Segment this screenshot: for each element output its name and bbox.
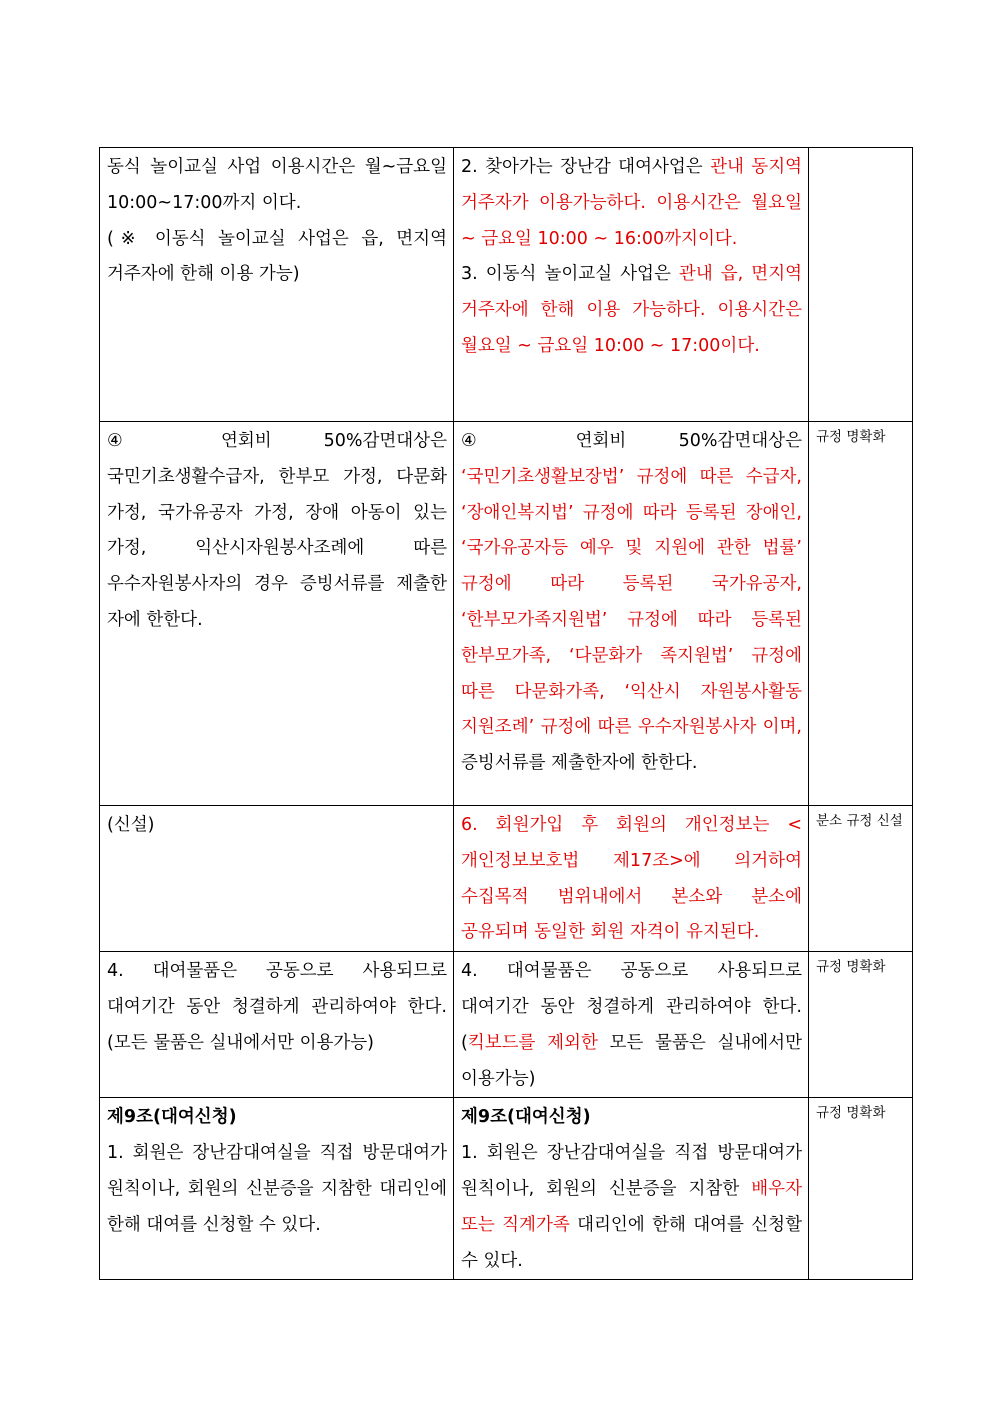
new-text-cell xyxy=(454,952,809,1098)
unchanged-text: 4. 대여물품은 공동으로 사용되므로 대여기간 동안 청결하게 관리하여야 한다. ( xyxy=(461,961,802,1053)
unchanged-text: 모든 물품은 실내에서만 이용가능) xyxy=(461,1032,802,1089)
old-text-cell xyxy=(100,806,454,952)
note-cell xyxy=(809,148,913,422)
unchanged-text: 3. 이동식 놀이교실 사업은 xyxy=(461,264,679,285)
new-paragraph xyxy=(454,952,808,1097)
new-paragraph xyxy=(461,150,802,257)
changed-text: 관내 읍, 면지역 거주자에 한해 이용 가능하다. 이용시간은 월요일 ~ 금요일 10:00 ~ 17:00이다. xyxy=(461,264,802,356)
note-text: 규정 명확화 xyxy=(816,1105,886,1122)
old-text-cell xyxy=(100,148,454,422)
note-text xyxy=(809,148,912,150)
changed-text: 관내 동지역 거주자가 이용가능하다. 이용시간은 월요일 ~ 금요일 10:00 ~ 16:00까지이다. xyxy=(461,157,802,249)
old-text-cell xyxy=(100,952,454,1098)
article-heading: 제9조(대여신청) xyxy=(107,1107,237,1128)
table-row xyxy=(100,1098,913,1280)
unchanged-text: 1. 회원은 장난감대여실을 직접 방문대여가 원칙이나, 회원의 신분증을 지참한 xyxy=(461,1143,802,1199)
note-text: 규정 명확화 xyxy=(816,959,886,976)
note-cell xyxy=(809,806,913,952)
new-text-cell xyxy=(454,148,809,422)
new-paragraph: 6. 회원가입 후 회원의 개인정보는 <개인정보보호법 제17조>에 의거하여 수집목적 범위내에서 본소와 분소에 공유되며 동일한 회원 자격이 유지된다. xyxy=(461,815,802,943)
table-row xyxy=(100,148,913,422)
changed-text: 킥보드를 제외한 xyxy=(467,1032,598,1053)
unchanged-text: ④ 연회비 50%감면대상은 xyxy=(461,431,802,451)
old-paragraph: 4. 대여물품은 공동으로 사용되므로 대여기간 동안 청결하게 관리하여야 한다.(모든 물품은 실내에서만 이용가능) xyxy=(107,961,447,1053)
changed-text: ‘국민기초생활보장법’ 규정에 따른 수급자, ‘장애인복지법’ 규정에 따라 등록된 장애인, ‘국가유공자등 예우 및 지원에 관한 법률’ 규정에 따라 등록된 국가유공자, ‘한부모가족지원법’ 규정에 따라 등록된 한부모가족, ‘다문화가 족지원법’ 규정에 따른 다문화가족, ‘익산시 자원봉사활동 지원조례’ 규정에 따른 우수자원봉사자 이며, xyxy=(461,466,802,738)
old-paragraph: ④ 연회비 50%감면대상은 국민기초생활수급자, 한부모 가정, 다문화 가정, 국가유공자 가정, 장애 아동이 있는 가정, 익산시자원봉사조례에 따른 우수자원봉사자의 경우 증빙서류를 제출한 자에 한한다. xyxy=(107,431,447,630)
new-paragraph xyxy=(461,257,802,364)
old-text-cell xyxy=(100,1098,454,1280)
new-text-cell xyxy=(454,806,809,952)
note-cell xyxy=(809,952,913,1098)
old-paragraph: (※ 이동식 놀이교실 사업은 읍, 면지역 거주자에 한해 이용 가능) xyxy=(107,228,447,285)
changed-text: 배우자 또는 직계가족 xyxy=(461,1178,802,1235)
amendment-comparison-table xyxy=(99,147,913,1280)
new-paragraph xyxy=(461,1136,802,1279)
new-text-cell xyxy=(454,422,809,806)
table-row xyxy=(100,422,913,806)
note-text: 분소 규정 신설 xyxy=(816,813,903,829)
old-paragraph: 1. 회원은 장난감대여실을 직접 방문대여가 원칙이나, 회원의 신분증을 지참한 대리인에 한해 대여를 신청할 수 있다. xyxy=(107,1143,447,1235)
old-paragraph: 동식 놀이교실 사업 이용시간은 월~금요일 10:00~17:00까지 이다. xyxy=(107,157,447,213)
note-text: 규정 명확화 xyxy=(816,429,886,445)
note-cell xyxy=(809,1098,913,1280)
table-row xyxy=(100,952,913,1098)
old-text-cell xyxy=(100,422,454,806)
unchanged-text: 2. 찾아가는 장난감 대여사업은 xyxy=(461,157,711,177)
unchanged-text: 대리인에 한해 대여를 신청할 수 있다. xyxy=(461,1214,802,1271)
old-paragraph: (신설) xyxy=(107,815,155,835)
table-row xyxy=(100,806,913,952)
unchanged-text: 증빙서류를 제출한자에 한한다. xyxy=(461,753,698,774)
article-heading: 제9조(대여신청) xyxy=(461,1107,591,1128)
new-text-cell xyxy=(454,1098,809,1280)
new-paragraph xyxy=(454,422,808,782)
note-cell xyxy=(809,422,913,806)
